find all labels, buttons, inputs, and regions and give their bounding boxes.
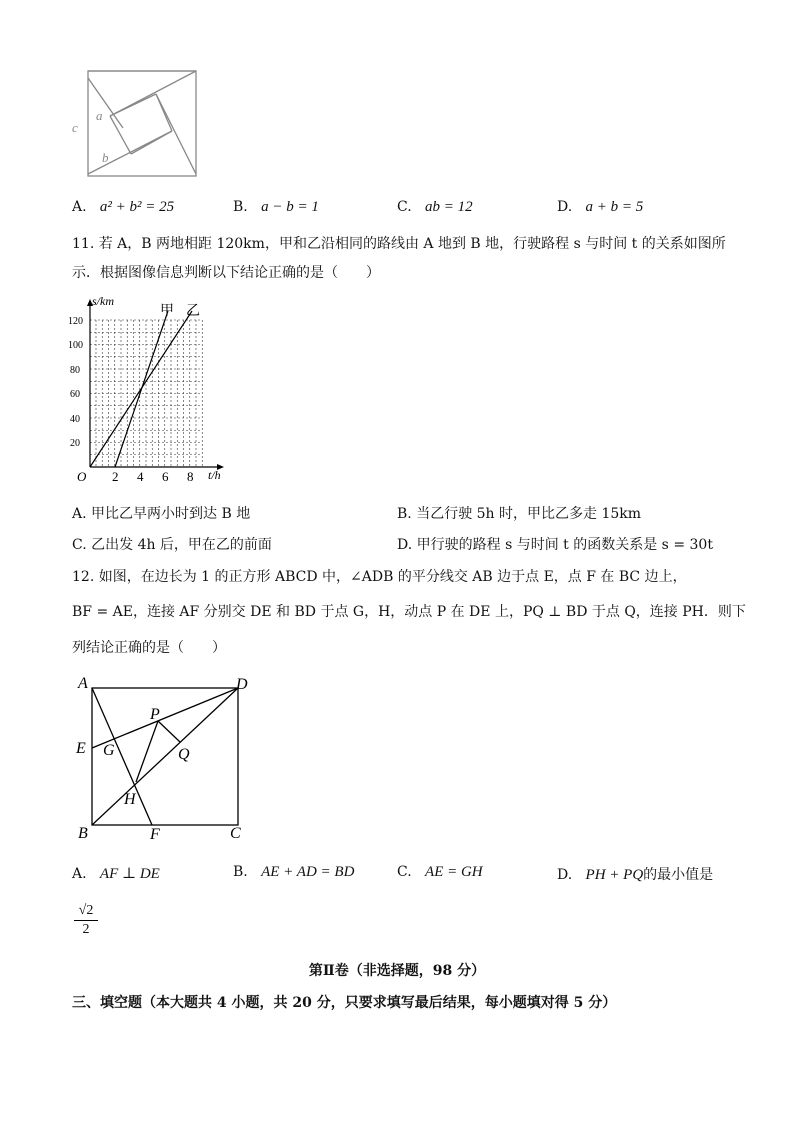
section-title: 第Ⅱ卷（非选择题，98 分）: [308, 963, 486, 979]
fraction-numerator: √2: [78, 903, 94, 918]
y-tick-80: 80: [70, 365, 80, 376]
q11-option-d: D. 甲行驶的路程 s 与时间 t 的函数关系是 s = 30t: [397, 537, 713, 553]
q12-option-c: C. AE = GH: [397, 864, 483, 880]
x-tick-2: 2: [112, 469, 119, 484]
q12-option-b: B. AE + AD = BD: [233, 864, 355, 880]
vertex-a: A: [78, 675, 88, 692]
x-tick-4: 4: [137, 469, 144, 484]
vertex-d: D: [236, 676, 248, 693]
series-yi-line: [90, 311, 192, 467]
q12-option-a: A. AF ⊥ DE: [72, 866, 160, 882]
y-tick-40: 40: [70, 414, 80, 425]
y-tick-60: 60: [70, 389, 80, 400]
point-h: H: [124, 791, 136, 808]
q10-option-b: B. a − b = 1: [233, 199, 319, 215]
pythagoras-figure: [68, 66, 208, 184]
point-f: F: [150, 826, 160, 843]
label-b: b: [102, 150, 109, 165]
point-g: G: [103, 742, 115, 759]
q12-option-d-value: [74, 903, 98, 938]
q10-option-d: D. a + b = 5: [557, 199, 644, 215]
fraction-denominator: 2: [82, 922, 90, 937]
q11-text-line1: 11. 若 A，B 两地相距 120km，甲和乙沿相同的路线由 A 地到 B 地，行驶路程 s 与时间 t 的关系如图所: [72, 236, 726, 252]
q12-text-line1: 12. 如图，在边长为 1 的正方形 ABCD 中，∠ADB 的平分线交 AB 边于点 E，点 F 在 BC 边上，: [72, 569, 687, 585]
q11-option-c: C. 乙出发 4h 后，甲在乙的前面: [72, 537, 272, 553]
y-axis-label: s/km: [92, 294, 114, 308]
y-tick-20: 20: [70, 438, 80, 449]
vertex-c: C: [230, 825, 241, 842]
vertex-b: B: [78, 825, 88, 842]
q11-chart: [68, 293, 233, 493]
x-axis-label: t/h: [208, 468, 221, 482]
point-p: P: [150, 706, 160, 723]
point-q: Q: [178, 746, 190, 763]
series-jia-label: 甲: [160, 304, 174, 319]
part-three-heading: 三、填空题（本大题共 4 小题，共 20 分，只要求填写最后结果，每小题填对得 5 分）: [72, 995, 617, 1011]
y-tick-100: 100: [68, 340, 83, 351]
q11-text-line2: 示．根据图像信息判断以下结论正确的是（ ）: [72, 265, 380, 281]
q10-option-c: C. ab = 12: [397, 199, 473, 215]
q11-option-a: A. 甲比乙早两小时到达 B 地: [72, 506, 251, 522]
q10-option-a: A. a² + b² = 25: [72, 199, 175, 215]
y-tick-120: 120: [68, 316, 83, 327]
label-c: c: [72, 120, 78, 135]
origin-label: O: [77, 469, 87, 484]
label-a: a: [96, 108, 103, 123]
series-yi-label: 乙: [186, 304, 200, 319]
q12-option-d: D. PH + PQ的最小值是: [557, 867, 714, 883]
x-tick-6: 6: [162, 469, 169, 484]
q12-text-line3: 列结论正确的是（ ）: [72, 640, 226, 656]
x-tick-8: 8: [187, 469, 194, 484]
q11-option-b: B. 当乙行驶 5h 时，甲比乙多走 15km: [397, 506, 642, 522]
square-abcd-figure: [70, 670, 260, 850]
q12-text-line2: BF = AE，连接 AF 分别交 DE 和 BD 于点 G，H，动点 P 在 DE 上，PQ ⊥ BD 于点 Q，连接 PH．则下: [72, 604, 746, 620]
point-e: E: [76, 740, 86, 757]
